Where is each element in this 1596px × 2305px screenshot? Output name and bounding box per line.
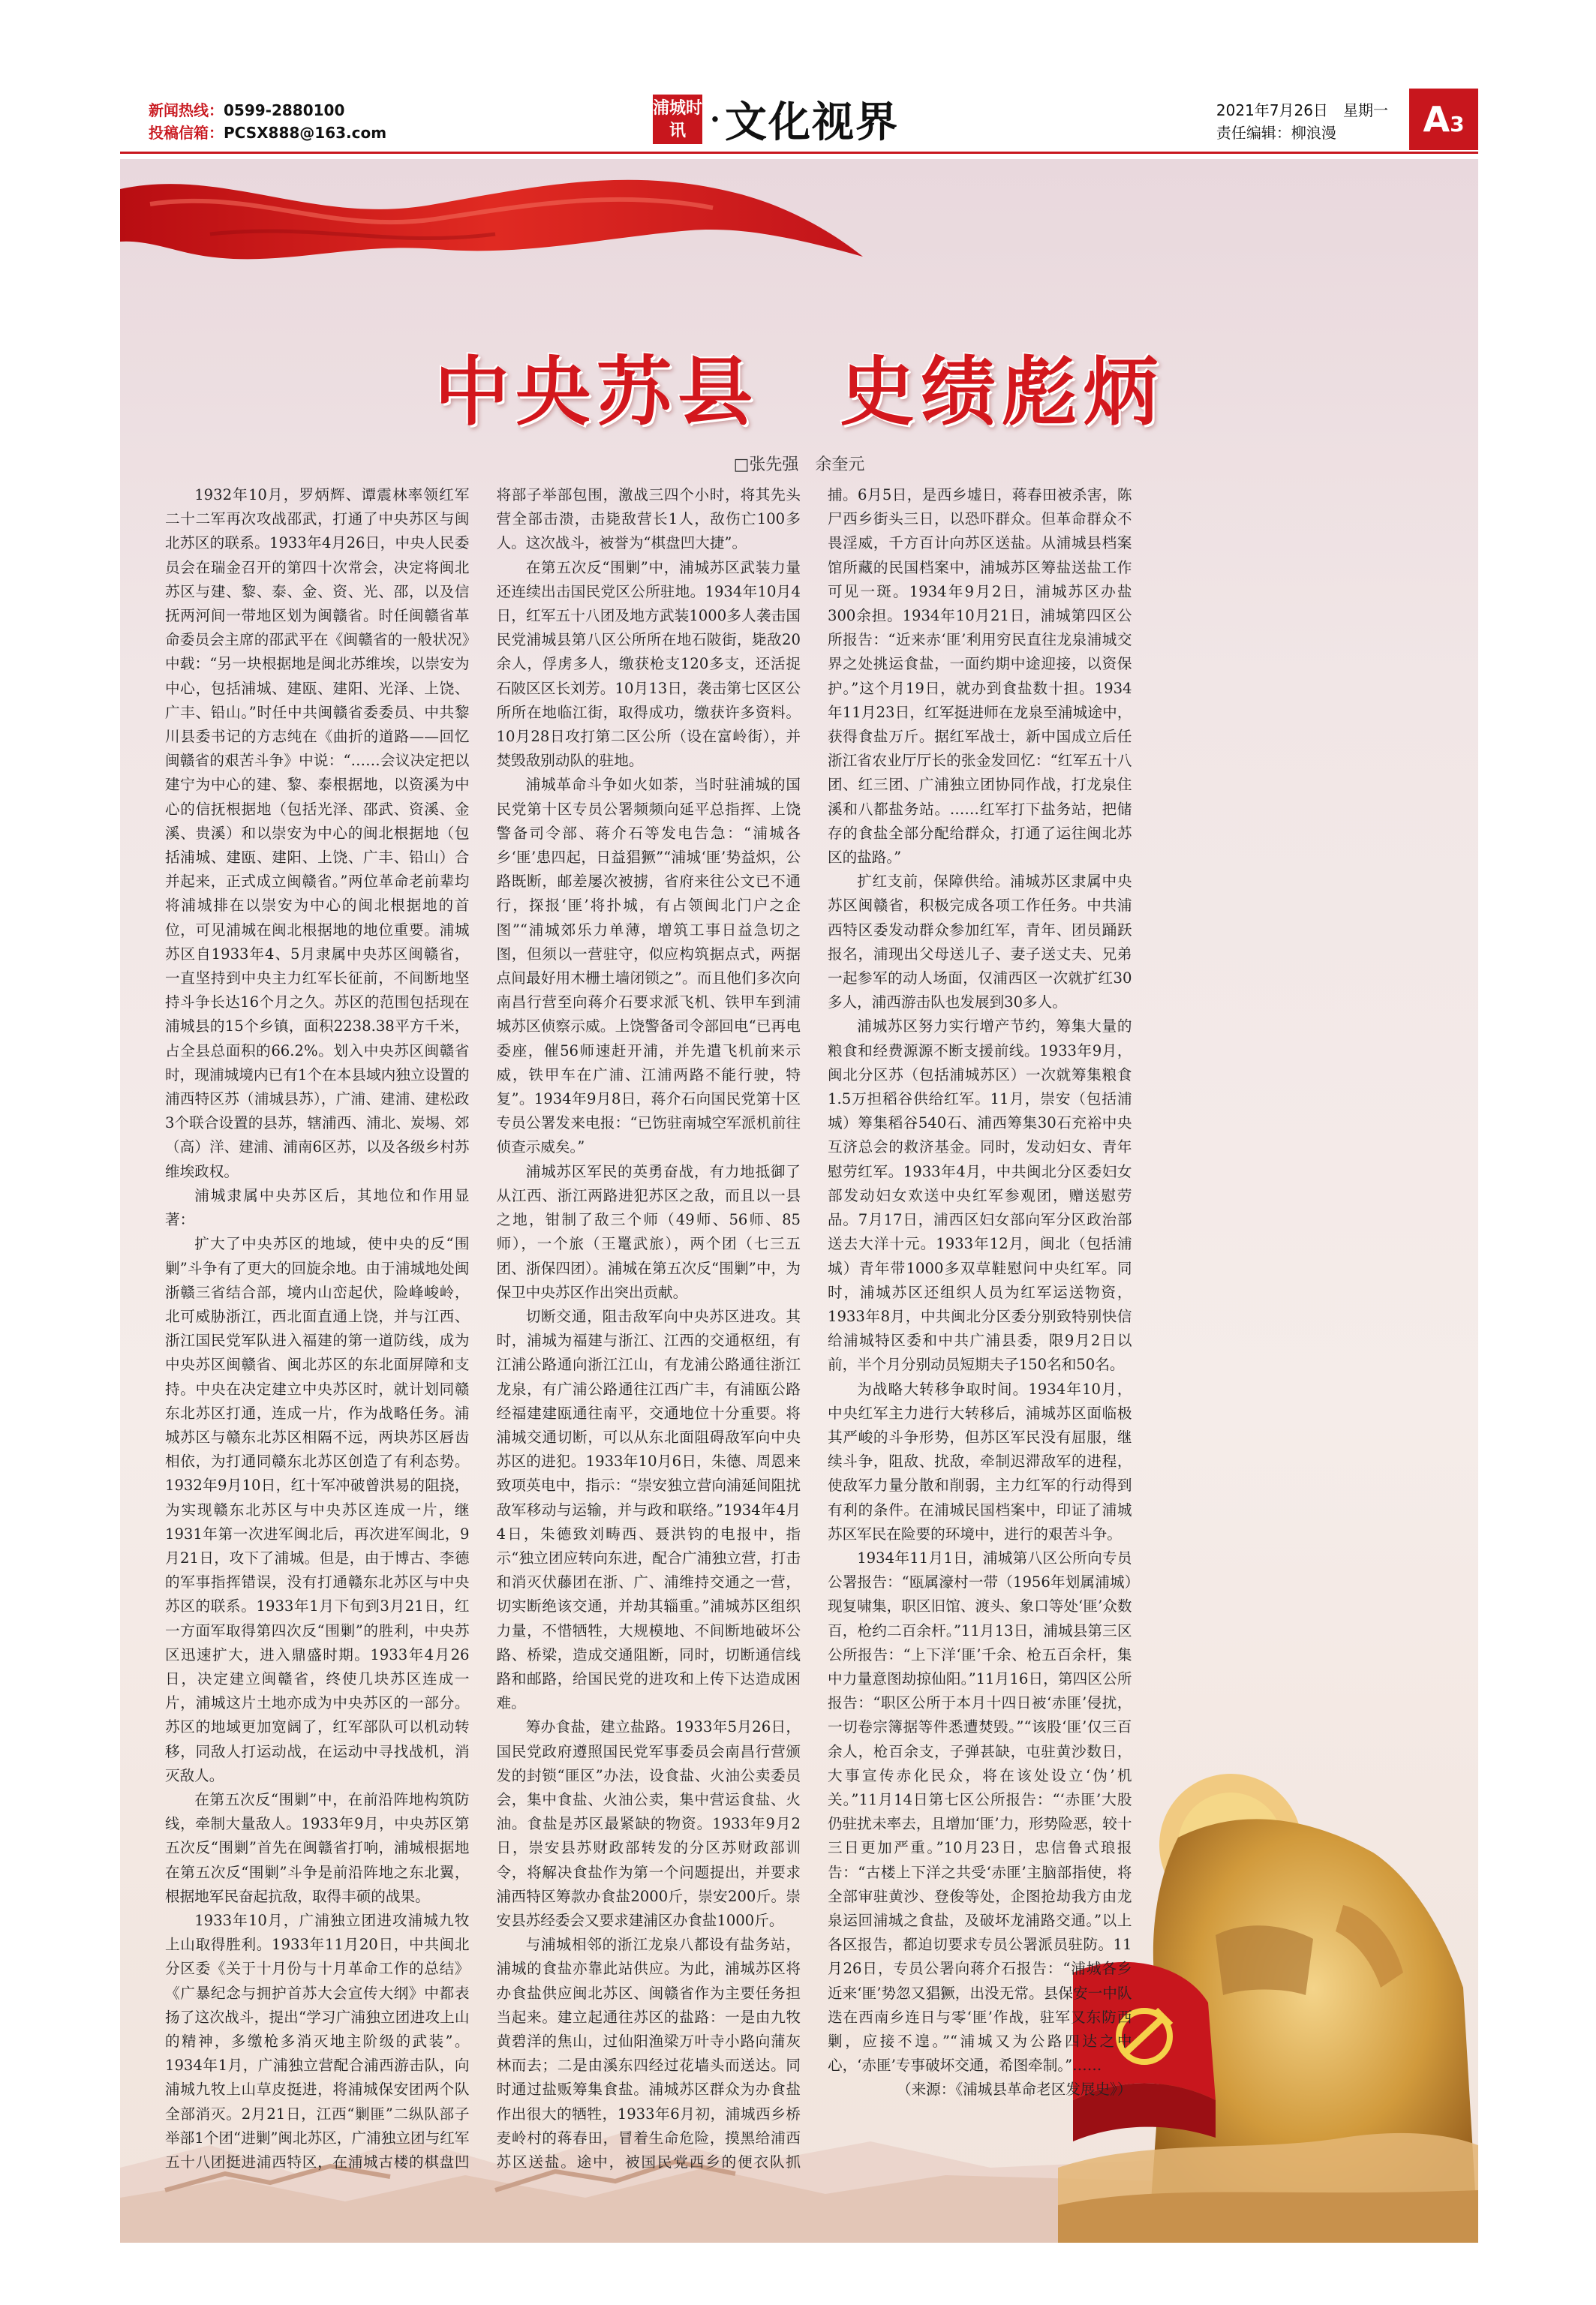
issue-info — [1216, 99, 1388, 144]
red-flag-ribbon — [120, 159, 870, 309]
paragraph: 扩大了中央苏区的地域，使中央的反“围剿”斗争有了更大的回旋余地。由于浦城地处闽浙赣三省结合部，境内山峦起伏，险峰峻岭，北可威胁浙江，西北面直通上饶，并与江西、浙江国民党军队进入福建的第一道防线，成为中央苏区闽赣省、闽北苏区的东北面屏障和支持。中央在决定建立中央苏区时，就计划同赣东北苏区打通，连成一片，作为战略任务。浦城苏区与赣东北苏区相隔不远，两块苏区唇齿相依，为打通同赣东北苏区创造了有利态势。1932年9月10日，红十军冲破曾洪易的阻挠，为实现赣东北苏区与中央苏区连成一片，继1931年第一次进军闽北后，再次进军闽北，9月21日，攻下了浦城。但是，由于博古、李德的军事指挥错误，没有打通赣东北苏区与中央苏区的联系。1933年1月下旬到3月21日，红一方面军取得第四次反“围剿”的胜利，中央苏区迅速扩大，进入鼎盛时期。1933年4月26日，决定建立闽赣省，终使几块苏区连成一片，浦城这片土地亦成为中央苏区的一部分。苏区的地域更加宽阔了，红军部队可以机动转移，同敌人打运动战，在运动中寻找战机，消灭敌人。 — [165, 1235, 470, 1784]
paragraph: 浦城革命斗争如火如荼，当时驻浦城的国民党第十区专员公署频频向延平总指挥、上饶警备司令部、蒋介石等发电告急：“浦城各乡‘匪’患四起，日益猖獗”“浦城‘匪’势益炽，公路既断，邮差屡次被掳，省府来往公文已不通行，探报‘匪’将扑城，有占领闽北门户之企图”“浦城郊乐力单薄，增筑工事日益急切之图，但须以一营驻守，似应构筑据点式，两据点间最好用木栅土墙闭锁之”。而且他们多次向南昌行营至向蒋介石要求派飞机、铁甲车到浦城苏区侦察示威。上饶警备司令部回电“已再电委座，催56师速赶开浦，并先遣飞机前来示威，铁甲车在广浦、江浦两路不能行驶，特复”。1934年9月8日，蒋介石向国民党第十区专员公署发来电报：“已饬驻南城空军派机前往侦查示威矣。” — [496, 776, 801, 1156]
paragraph: 浦城苏区努力实行增产节约，筹集大量的粮食和经费源源不断支援前线。1933年9月，闽北分区苏（包括浦城苏区）一次就筹集粮食1.5万担稻谷供给红军。11月，崇安（包括浦城）筹集稻谷540石、浦西筹集30石充裕中央互济总会的救济基金。同时，发动妇女、青年慰劳红军。1933年4月，中共闽北分区委妇女部发动妇女欢送中央红军参观团，赠送慰劳品。7月17日，浦西区妇女部向军分区政治部送去大洋十元。1933年12月，闽北（包括浦城）青年带1000多双草鞋慰问中央红军。同时，浦城苏区还组织人员为红军运送物资，1933年8月，中共闽北分区委分别致特别快信给浦城特区委和中共广浦县委，限9月2日以前，半个月分别动员短期夫子150名和50名。 — [828, 1017, 1132, 1374]
article-byline: □张先强 余奎元 — [733, 455, 865, 474]
page-number-badge — [1409, 89, 1478, 150]
paragraph: 为战略大转移争取时间。1934年10月，中央红军主力进行大转移后，浦城苏区面临极其严峻的斗争形势，但苏区军民没有屈服，继续斗争，阻敌、扰敌，牵制迟滞敌军的进程，使敌军力量分散和削弱，主力红军的行动得到有利的条件。在浦城民国档案中，印证了浦城苏区军民在险要的环境中，进行的艰苦斗争。 — [828, 1380, 1132, 1543]
issue-date: 2021年7月26日 星期一 — [1216, 101, 1388, 119]
paragraph: 与浦城相邻的浙江龙泉八都设有盐务站，浦城的食盐亦靠此站供应。为此，浦城苏区将办食盐供应闽北苏区、闽赣省作为主要任务担当起来。建立起通往苏区的盐路：一是由九牧黄碧洋的焦山，过仙阳渔梁万叶寺小路向蒲灰林而去；二是由溪东四经过花墙头而送达。同时通过盐贩筹集食盐。浦城苏区群众为办食盐作出很大的牺牲，1933年6月初，浦城西乡桥麦岭村的蒋春田，冒着生命危险，摸黑给浦西苏区送盐。途中，被国民党西乡的便衣队抓捕。6月5日，是西乡墟日，蒋春田被杀害，陈尸西乡街头三日，以恐吓群众。但革命群众不畏淫威，千方百计向苏区送盐。从浦城县档案馆所藏的民国档案中，浦城苏区筹盐送盐工作可见一斑。1934年9月2日，浦城苏区办盐300余担。1934年10月21日，浦城第四区公所报告：“近来赤‘匪’利用穷民直往龙泉浦城交界之处挑运食盐，一面约期中途迎接，以资保护。”这个月19日，就办到食盐数十担。1934年11月23日，红军挺进师在龙泉至浦城途中，获得食盐万斤。据红军战士，新中国成立后任浙江省农业厅厅长的张金发回忆：“红军五十八团、红三团、广浦独立团协同作战，打龙泉住溪和八都盐务站。……红军打下盐务站，把储存的食盐全部分配给群众，打通了运往闽北苏区的盐路。” — [496, 486, 1132, 2171]
masthead — [120, 89, 1478, 150]
paragraph: 浦城苏区军民的英勇奋战，有力地抵御了从江西、浙江两路进犯苏区之敌，而且以一县之地，钳制了敌三个师（49师、56师、85师），一个旅（王鼍武旅），两个团（七三五团、浙保四团）。浦城在第五次反“围剿”中，为保卫中央苏区作出突出贡献。 — [496, 1162, 801, 1301]
paragraph: 在第五次反“围剿”中，在前沿阵地构筑防线，牵制大量敌人。1933年9月，中央苏区第五次反“围剿”首先在闽赣省打响，浦城根据地在第五次反“围剿”斗争是前沿阵地之东北翼，根据地军民奋起抗敌，取得丰硕的战果。 — [165, 1790, 470, 1905]
paragraph: 1932年10月，罗炳辉、谭震林率领红军二十二军再次攻战邵武，打通了中央苏区与闽北苏区的联系。1933年4月26日，中央人民委员会在瑞金召开的第四十次常会，决定将闽北苏区与建、黎、泰、金、资、光、邵，以及信抚两河间一带地区划为闽赣省。时任闽赣省革命委员会主席的邵武平在《闽赣省的一般状况》中载：“另一块根据地是闽北苏维埃，以崇安为中心，包括浦城、建瓯、建阳、光泽、上饶、广丰、铅山。”时任中共闽赣省委委员、中共黎川县委书记的方志纯在《曲折的道路——回忆闽赣省的艰苦斗争》中说：“……会议决定把以建宁为中心的建、黎、泰根据地，以资溪为中心的信抚根据地（包括光泽、邵武、资溪、金溪、贵溪）和以崇安为中心的闽北根据地（包括浦城、建瓯、建阳、上饶、广丰、铅山）合并起来，正式成立闽赣省。”两位革命老前辈均将浦城排在以崇安为中心的闽北根据地的首位，可见浦城在闽北根据地的地位重要。浦城苏区自1933年4、5月隶属中央苏区闽赣省，一直坚持到中央主力红军长征前，不间断地坚持斗争长达16个月之久。苏区的范围包括现在浦城县的15个乡镇，面积2238.38平方千米，占全县总面积的66.2%。划入中央苏区闽赣省时，现浦城境内已有1个在本县域内独立设置的浦西特区苏（浦城县苏），广浦、建浦、建松政3个联合设置的县苏，辖浦西、浦北、炭埸、郊（高）洋、建浦、浦南6区苏，以及各级乡村苏维埃政权。 — [165, 486, 470, 1180]
article-body — [165, 483, 1463, 2186]
paragraph: 扩红支前，保障供给。浦城苏区隶属中央苏区闽赣省，积极完成各项工作任务。中共浦西特区委发动群众参加红军，青年、团员踊跃报名，浦现出父母送儿子、妻子送丈夫、兄弟一起参军的动人场面，仅浦西区一次就扩红30多人，浦西游击队也发展到30多人。 — [828, 873, 1132, 1011]
title-separator: · — [710, 101, 720, 137]
paragraph: 1934年11月1日，浦城第八区公所向专员公署报告：“瓯属濠村一带（1956年划属浦城）现复啸集，职区旧馆、渡头、象口等处‘匪’众数百，枪约二百余杆。”11月13日，浦城县第三区公所报告：“上下洋‘匪’千余、枪五百余杆，集中力量意图劫掠仙阳。”11月16日，第四区公所报告：“职区公所于本月十四日被‘赤匪’侵扰，一切卷宗簿据等件悉遭焚毁。”“该股‘匪’仅三百余人，枪百余支，子弹甚缺，屯驻黄沙数日，大事宣传赤化民众，将在该处设立‘伪’机关。”11月14日第七区公所报告：“‘赤匪’大股仍驻扰未率去，且增加‘匪’力，形势险恶，较十三日更加严重。”10月23日，忠信鲁式琅报告：“古楼上下洋之共受‘赤匪’主脑部指使，将全部审驻黄沙、登俊等处，企图抢劫我方由龙泉运回浦城之食盐，及破坏龙浦路交通。”以上各区报告，都迫切要求专员公署派员驻防。11月26日，专员公署向蒋介石报告：“浦城各乡近来‘匪’势忽又猖獗，出没无常。县保安一中队迭在西南乡连日与零‘匪’作战，驻军又东防西剿，应接不遑。”“浦城又为公路四达之中心，‘赤匪’专事破坏交通，希图牵制。”…… — [828, 1549, 1132, 2075]
contact-info — [149, 99, 386, 144]
paragraph: 浦城隶属中央苏区后，其地位和作用显著： — [165, 1186, 470, 1229]
paragraph: 切断交通，阻击敌军向中央苏区进攻。其时，浦城为福建与浙江、江西的交通枢纽，有江浦公路通向浙江江山，有龙浦公路通往浙江龙泉，有广浦公路通往江西广丰，有浦瓯公路经福建建瓯通往南平，交通地位十分重要。将浦城交通切断，可以从东北面阻碍敌军向中央苏区的进犯。1933年10月6日，朱德、周恩来致项英电中，指示：“崇安独立营向浦延间阻扰敌军移动与运输，并与政和联络。”1934年4月4日，朱德致刘畴西、聂洪钧的电报中，指示“独立团应转向东进，配合广浦独立营，打击和消灭伏藤团在浙、广、浦维持交通之一营，切实断绝该交通，并劫其辎重。”浦城苏区组织力量，不惜牺牲，大规模地、不间断地破坏公路、桥梁，造成交通阻断，同时，切断通信线路和邮路，给国民党的进攻和上传下达造成困难。 — [496, 1307, 801, 1712]
paper-logo: 浦城时讯 — [653, 95, 702, 144]
hotline-number: 0599-2880100 — [224, 101, 345, 119]
paragraph: 筹办食盐，建立盐路。1933年5月26日，国民党政府遵照国民党军事委员会南昌行营颁发的封锁“匪区”办法，设食盐、火油公卖委员会，集中食盐、火油公卖，集中营运食盐、火油。食盐是苏区最紧缺的物资。1933年9月2日，崇安县苏财政部转发的分区苏财政部训令，将解决食盐作为第一个问题提出，并要求浦西特区筹款办食盐2000斤，崇安200斤。崇安县苏经委会又要求建浦区办食盐1000斤。 — [496, 1718, 801, 1929]
email-label: 投稿信箱： — [149, 124, 224, 142]
page-letter: A — [1423, 99, 1450, 140]
masthead-rule — [120, 152, 1478, 154]
article-title: 中央苏县 史绩彪炳 — [434, 348, 1164, 436]
article-source: （来源：《浦城县革命老区发展史》） — [897, 2081, 1132, 2099]
paragraph: 在第五次反“围剿”中，浦城苏区武装力量还连续出击国民党区公所驻地。1934年10月4日，红军五十八团及地方武装1000多人袭击国民党浦城县第八区公所所在地石陂街，毙敌20余人，俘虏多人，缴获枪支120多支，还活捉石陂区区长刘芳。10月13日，袭击第七区区公所所在地临江街，取得成功，缴获许多资料。10月28日攻打第二区公所（设在富岭街），并焚毁敌别动队的驻地。 — [496, 558, 801, 770]
article-panel — [120, 159, 1478, 2243]
responsible-editor: 责任编辑：柳浪漫 — [1216, 124, 1336, 142]
paragraph: 1933年10月，广浦独立团进攻浦城九牧上山取得胜利。1933年11月20日，中共闽北分区委《关于十月份与十月革命工作的总结》《广暴纪念与拥护首苏大会宣传大纲》中都表扬了这次战斗，提出“学习广浦独立团进攻上山的精神，多缴枪多消灭地主阶级的武装”。1934年1月，广浦独立营配合浦西游击队，向浦城九牧上山草皮挺进，将浦城保安团两个队全部消灭。2月21日，江西“剿匪”二纵队部子举部1个团“进剿”闽北苏区，广浦独立团与红军五十八团挺进浦西特区，在浦城古楼的棋盘凹将部子举部包围，激战三四个小时，将其先头营全部击溃，击毙敌营长1人，敌伤亡100多人。这次战斗，被誉为“棋盘凹大捷”。 — [165, 486, 801, 2171]
page-number: 3 — [1450, 112, 1465, 137]
section-header — [653, 93, 899, 146]
hotline-label: 新闻热线： — [149, 101, 224, 119]
email-address: PCSX888@163.com — [224, 124, 387, 142]
section-title: 文化视界 — [724, 98, 899, 147]
